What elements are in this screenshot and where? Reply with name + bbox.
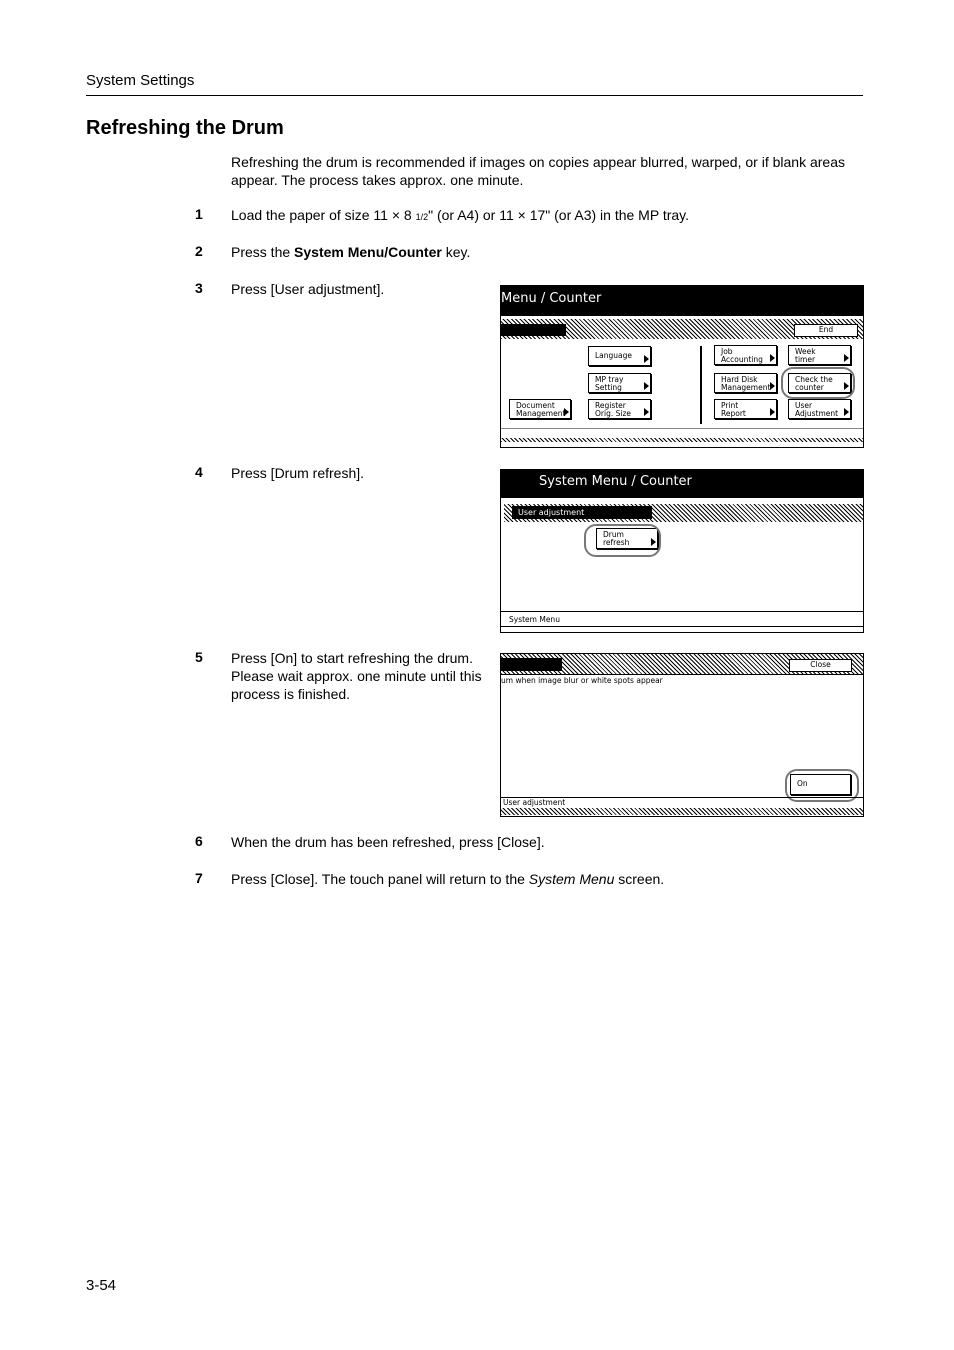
button-label: Language xyxy=(595,351,633,360)
highlight-circle xyxy=(781,367,855,399)
button-label: Drum xyxy=(603,530,624,539)
language-button[interactable] xyxy=(588,346,651,366)
end-button[interactable]: End xyxy=(794,324,858,337)
header-rule xyxy=(86,95,863,96)
button-label: Register xyxy=(595,401,626,410)
button-label: Print xyxy=(721,401,739,410)
arrow-right-icon xyxy=(844,354,849,362)
button-label: Hard Disk xyxy=(721,375,758,384)
step-number: 3 xyxy=(195,280,203,296)
arrow-right-icon xyxy=(644,408,649,416)
step-text-part: Load the paper of size 11 × 8 xyxy=(231,207,416,223)
step-text xyxy=(231,243,470,261)
button-label: Management xyxy=(721,383,771,392)
hard-disk-management-button[interactable] xyxy=(714,373,777,393)
screen-name: System Menu xyxy=(528,871,615,887)
key-name: System Menu/Counter xyxy=(294,244,442,260)
button-label: MP tray xyxy=(595,375,624,384)
message-text: um when image blur or white spots appear xyxy=(501,676,663,685)
step-text-part: Press the xyxy=(231,244,295,260)
footer-label: System Menu xyxy=(509,615,560,624)
step-text-part: " (or A4) or 11 × 17" (or A3) in the MP tray. xyxy=(428,207,690,223)
job-accounting-button[interactable] xyxy=(714,345,777,365)
step-number: 6 xyxy=(195,833,203,849)
arrow-right-icon xyxy=(770,382,775,390)
close-button[interactable]: Close xyxy=(789,659,852,672)
screen-title-bar xyxy=(501,470,863,498)
button-label: Orig. Size xyxy=(595,409,631,418)
button-label: Check the xyxy=(795,375,833,384)
document-management-button[interactable] xyxy=(509,399,571,419)
arrow-right-icon xyxy=(770,408,775,416)
arrow-right-icon xyxy=(644,382,649,390)
button-label: Adjustment xyxy=(795,409,839,418)
step-number: 1 xyxy=(195,206,203,222)
tab-block xyxy=(501,658,562,671)
step-number: 2 xyxy=(195,243,203,259)
step-text: Press [On] to start refreshing the drum. Please wait approx. one minute until this process is finished. xyxy=(231,650,482,702)
step-number: 5 xyxy=(195,649,203,665)
button-label: Accounting xyxy=(721,355,763,364)
week-timer-button[interactable] xyxy=(788,345,851,365)
step-text: When the drum has been refreshed, press [Close]. xyxy=(231,834,545,850)
page-title: Refreshing the Drum xyxy=(86,117,284,139)
button-label: timer xyxy=(795,355,816,364)
button-label: Week xyxy=(795,347,816,356)
step-text: Press [Drum refresh]. xyxy=(231,465,365,481)
step-text-part: key. xyxy=(441,244,471,260)
button-label: refresh xyxy=(603,538,630,547)
user-adjustment-button[interactable] xyxy=(788,399,851,419)
button-label: User xyxy=(795,401,813,410)
bottom-rule xyxy=(501,428,863,429)
page-number: 3-54 xyxy=(86,1277,117,1294)
step-text xyxy=(231,206,689,226)
step-text-part: screen. xyxy=(614,871,665,887)
footer-label: User adjustment xyxy=(503,798,566,807)
tab-user-adjustment[interactable]: User adjustment xyxy=(512,506,652,519)
screen-title: Menu / Counter xyxy=(501,291,602,306)
print-report-button[interactable] xyxy=(714,399,777,419)
arrow-right-icon xyxy=(844,408,849,416)
bottom-rule xyxy=(501,611,863,612)
step-number: 7 xyxy=(195,870,203,886)
button-label: Setting xyxy=(595,383,622,392)
tab-block xyxy=(501,324,566,336)
button-label: On xyxy=(797,779,808,788)
button-label: counter xyxy=(795,383,824,392)
arrow-right-icon xyxy=(644,355,649,363)
step-text-part: Press [Close]. The touch panel will return to the xyxy=(231,871,529,887)
button-label: Management xyxy=(516,409,566,418)
screen-drum-refresh xyxy=(500,653,864,817)
hatch-band xyxy=(501,438,863,442)
top-rule xyxy=(501,674,863,675)
screen-user-adjustment xyxy=(500,469,864,633)
button-label: Job xyxy=(721,347,733,356)
highlight-circle xyxy=(584,524,661,557)
bottom-rule xyxy=(501,626,863,627)
button-label: Report xyxy=(721,409,746,418)
register-orig-size-button[interactable] xyxy=(588,399,651,419)
screen-system-menu xyxy=(500,285,864,448)
hatch-band xyxy=(501,808,863,815)
arrow-right-icon xyxy=(564,408,569,416)
screen-title: System Menu / Counter xyxy=(539,474,692,489)
screen-title-bar xyxy=(501,286,863,316)
step-number: 4 xyxy=(195,464,203,480)
arrow-right-icon xyxy=(770,354,775,362)
fraction: 1/2 xyxy=(415,212,429,222)
intro-paragraph: Refreshing the drum is recommended if images on copies appear blurred, warped, or if blank areas appear. The process takes approx. one minute. xyxy=(231,154,845,188)
step-text: Press [User adjustment]. xyxy=(231,281,385,297)
running-header: System Settings xyxy=(86,72,195,89)
mp-tray-setting-button[interactable] xyxy=(588,373,651,393)
divider xyxy=(700,346,702,424)
button-label: Document xyxy=(516,401,555,410)
step-text xyxy=(231,870,664,888)
